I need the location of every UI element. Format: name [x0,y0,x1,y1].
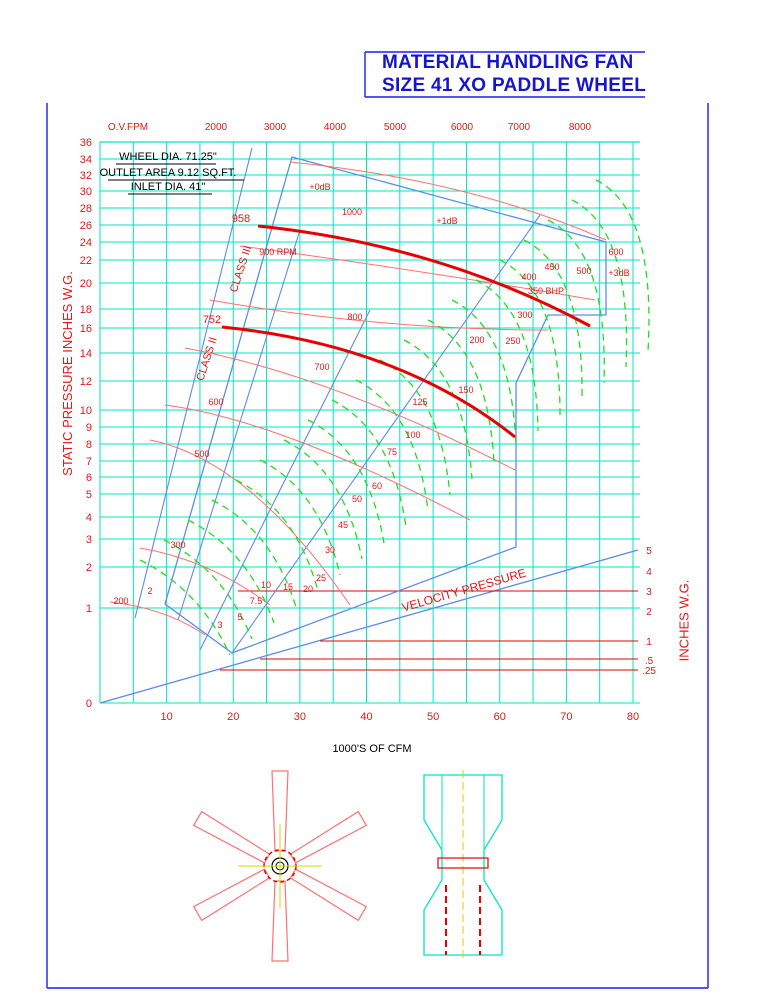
y-tick-label: 4 [85,512,92,524]
bhp-label: 125 [412,397,428,407]
bhp-label: 350 BHP [527,286,565,296]
ov-fpm-tick-label: 8000 [568,122,592,133]
spec-line: WHEEL DIA. 71.25" [119,151,217,163]
vp-tick-label: 5 [646,546,652,557]
y-tick-label: 8 [85,439,92,451]
vp-tick-label: 3 [646,587,652,598]
title-line-1: MATERIAL HANDLING FAN [382,52,634,73]
operating-curve-958 [258,226,590,326]
rpm-label: 900 RPM [259,247,297,257]
class-boundary-line [200,310,370,650]
bhp-label: 5 [237,612,243,622]
y-tick-label: 24 [79,237,92,249]
y-tick-label: 6 [85,472,92,484]
bhp-label: 7.5 [249,596,263,606]
y-tick-label: 5 [85,489,92,501]
x-tick-label: 80 [626,711,640,723]
bhp-label: 200 [469,335,485,345]
class-ii-label: CLASS II [194,335,220,383]
x-tick-label: 10 [160,711,173,723]
ov-fpm-tick-label: 3000 [263,122,287,133]
wheel-blade [289,867,366,921]
bhp-label: 600 [608,247,624,257]
y-tick-label: 1 [85,603,92,615]
bhp-curve [164,540,252,639]
bhp-curve [452,300,516,447]
wheel-blade [194,812,271,866]
y-tick-label: 22 [79,255,92,267]
bhp-label: 15 [282,582,294,592]
operating-curve-752-label: 752 [202,314,222,326]
y-tick-label: 30 [79,186,92,198]
bhp-label: 100 [405,430,421,440]
y-tick-label: 34 [79,154,92,166]
class-iii-label: CLASS III [227,244,255,294]
bhp-curve [332,400,406,527]
wheel-blade [289,812,366,866]
rpm-label: 200 [113,596,129,606]
bhp-label: 450 [544,262,560,272]
y-axis-label: STATIC PRESSURE INCHES W.G. [59,271,75,476]
db-label: +3dB [608,268,630,278]
rpm-label: 800 [347,312,363,322]
y-tick-label: 18 [79,304,92,316]
ov-fpm-tick-label: 5000 [383,122,407,133]
y-tick-label: 7 [85,456,92,468]
x-tick-label: 70 [560,711,573,723]
blade-outline [289,812,366,866]
velocity-pressure-label: VELOCITY PRESSURE [400,565,528,615]
y-tick-label: 32 [79,170,92,182]
rpm-curve [210,300,548,330]
y-tick-label: 0 [85,698,92,710]
y-tick-label: 36 [79,137,92,149]
rpm-curve [185,348,515,470]
bhp-curve [596,180,649,351]
y-tick-label: 28 [79,203,92,215]
bhp-label: 150 [458,385,474,395]
blade-outline [289,867,366,921]
y-tick-label: 12 [79,376,92,388]
y2-axis-label: INCHES W.G. [676,579,692,662]
rpm-label: 600 [208,397,224,407]
x-tick-label: 20 [227,711,240,723]
x-axis-label: 1000'S OF CFM [332,743,412,755]
rpm-label: 1000 [341,207,363,217]
y-tick-label: 10 [79,405,92,417]
wheel-blade [194,867,271,921]
ov-fpm-tick-label: 6000 [450,122,474,133]
bhp-label: 60 [371,481,383,491]
bhp-label: 20 [302,584,314,594]
y-tick-label: 3 [85,534,92,546]
blade-outline [194,812,271,866]
rpm-label: 500 [194,449,210,459]
db-label: +0dB [309,182,331,192]
bhp-label: 25 [315,573,327,583]
y-tick-label: 26 [79,220,92,232]
ov-fpm-label: O.V.FPM [107,122,149,133]
bhp-label: 3 [217,620,223,630]
y-tick-label: 14 [79,348,92,360]
x-tick-label: 60 [493,711,506,723]
vp-tick-label: 4 [646,567,652,578]
blade-outline [194,867,271,921]
x-tick-label: 50 [427,711,440,723]
rpm-label: 300 [170,540,186,550]
rpm-curve [290,162,606,240]
vp-tick-label: .5 [644,656,654,667]
x-tick-label: 30 [293,711,306,723]
bhp-label: 300 [517,310,533,320]
ov-fpm-tick-label: 4000 [323,122,347,133]
title-line-2: SIZE 41 XO PADDLE WHEEL [382,75,647,96]
bhp-label: 50 [351,494,363,504]
bhp-label: 30 [324,545,336,555]
vp-tick-label: 2 [646,607,652,618]
vp-tick-label: .25 [642,666,656,677]
rpm-label: 700 [314,362,330,372]
velocity-pressure-line [100,550,638,703]
y-tick-label: 9 [85,422,92,434]
bhp-label: 10 [260,580,272,590]
bhp-label: 400 [521,272,537,282]
bhp-label: 500 [576,266,592,276]
ov-fpm-tick-label: 2000 [204,122,228,133]
rpm-curve [165,405,470,520]
db-label: +1dB [436,216,458,226]
bhp-label: 250 [505,336,521,346]
bhp-label: 75 [386,447,398,457]
bhp-label: 45 [337,520,349,530]
spec-line: OUTLET AREA 9.12 SQ.FT. [99,167,237,179]
operating-curve-958-label: 958 [231,213,251,225]
spec-line: INLET DIA. 41" [130,181,206,193]
y-tick-label: 2 [85,562,92,574]
y-tick-label: 16 [79,323,92,335]
vp-tick-label: 1 [646,637,652,648]
bhp-curve [548,220,604,383]
y-tick-label: 20 [79,278,92,290]
x-tick-label: 40 [360,711,373,723]
rpm-curve [110,602,205,635]
wheel-drawings [194,770,502,961]
ov-fpm-tick-label: 7000 [507,122,531,133]
bhp-label: 2 [147,586,153,596]
